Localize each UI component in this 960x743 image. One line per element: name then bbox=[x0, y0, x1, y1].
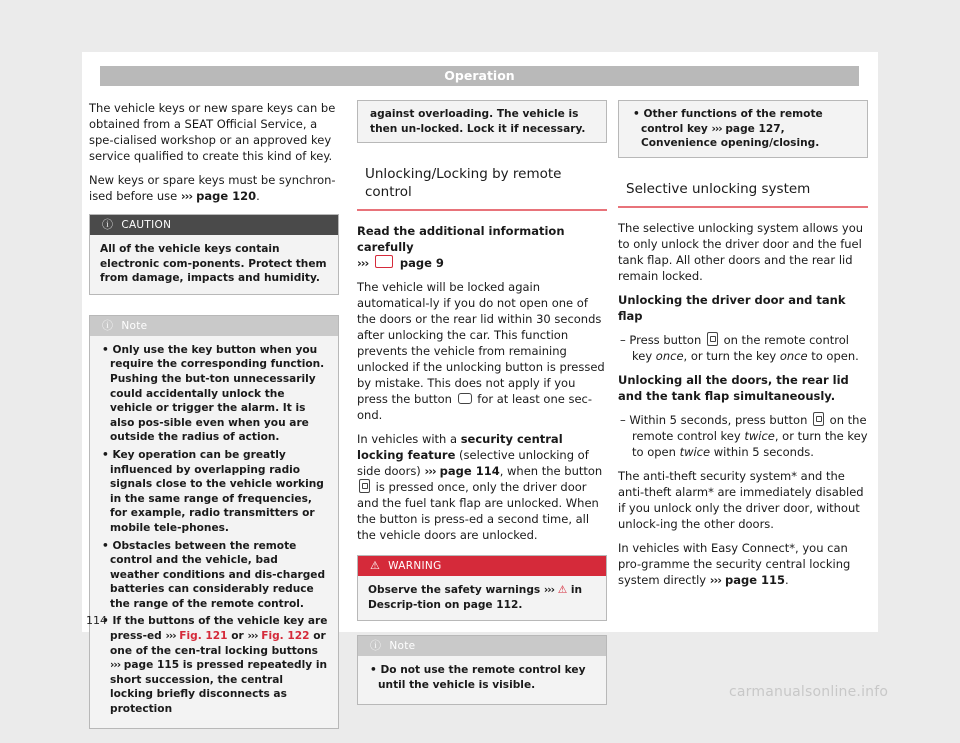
cross-ref-box: • Other functions of the remote control key ››› page 127, Convenience opening/closing. bbox=[618, 100, 868, 158]
paragraph: The anti-theft security system* and the anti-theft alarm* are immediately disabled if you unlock only the driver door, without unlock-ing the other doors. bbox=[618, 468, 864, 531]
cross-ref-arrow: ››› bbox=[424, 464, 436, 479]
page-link[interactable]: in Descrip-tion on page 112. bbox=[368, 584, 583, 611]
paragraph: The vehicle will be locked again automatical-ly if you do not open one of the doors or the rear lid within 30 seconds after unlocking the car. This function prevents the vehicle from remaining unlocked if the unlocking button is pressed by mistake. This does not apply if you press the button for at least one sec-ond. bbox=[357, 280, 605, 423]
section-title: Selective unlocking system bbox=[618, 180, 868, 208]
unlock-key-icon bbox=[707, 332, 718, 346]
caution-title: CAUTION bbox=[121, 219, 172, 231]
cross-ref-arrow: ››› bbox=[711, 122, 722, 135]
read-info: Read the additional information carefully ››› page 9 bbox=[357, 224, 565, 271]
note-bullet: • Do not use the remote control key until the vehicle is visible. bbox=[368, 663, 596, 692]
note-title: Note bbox=[389, 640, 416, 653]
info-icon: ⓘ bbox=[370, 639, 382, 653]
caution-box bbox=[89, 214, 339, 295]
column-3 bbox=[618, 100, 868, 596]
note-bullet: • Only use the key button when you require the corresponding function. Pushing the but-ton unnecessarily could accidentally unlock the vehicle or trigger the alarm. It is also pos-sible even when you are outside the radius of action. bbox=[100, 343, 328, 445]
column-1 bbox=[89, 100, 339, 743]
warning-triangle-icon: ⚠ bbox=[557, 584, 568, 597]
section-title: Unlocking/Locking by remote control bbox=[357, 165, 607, 211]
cross-ref-arrow: ››› bbox=[543, 584, 555, 597]
page-number: 114 bbox=[86, 614, 107, 627]
note-bullet: • If the buttons of the vehicle key are press-ed ››› Fig. 121 or ››› Fig. 122 or one of the cen-tral locking buttons ››› page 115 is pressed repeatedly in short succession, the central locking briefly disconnects as protection bbox=[100, 614, 328, 716]
warning-box: ⚠ WARNING Observe the safety warnings ››› ⚠ in Descrip-tion on page 112. bbox=[357, 555, 607, 621]
paragraph: The vehicle keys or new spare keys can be obtained from a SEAT Official Service, a spe-cialised workshop or an approved key service qualified to create this kind of key. bbox=[89, 101, 336, 163]
step-item: – Within 5 seconds, press button on the remote control key twice, or turn the key to open twice within 5 seconds. bbox=[620, 412, 868, 459]
lock-key-icon bbox=[458, 393, 472, 404]
unlock-key-icon bbox=[359, 479, 370, 493]
page-header: Operation bbox=[100, 66, 859, 86]
unlock-key-icon bbox=[813, 412, 824, 426]
caution-text: All of the vehicle keys contain electronic com-ponents. Protect them from damage, impacts and humidity. bbox=[100, 243, 327, 285]
page-link[interactable]: page 115 bbox=[720, 572, 786, 587]
paragraph: The selective unlocking system allows you to only unlock the driver door and the fuel tank flap. All other doors and the rear lid remain locked. bbox=[618, 220, 864, 283]
cross-ref-arrow: ››› bbox=[180, 189, 193, 203]
paragraph: In vehicles with Easy Connect*, you can pro-gramme the security central locking system directly ››› page 115. bbox=[618, 540, 851, 587]
cross-ref-arrow: ››› bbox=[165, 630, 176, 643]
page-link[interactable]: page 120 bbox=[192, 189, 257, 203]
figure-link[interactable]: Fig. 122 bbox=[257, 630, 310, 643]
info-icon: ⓘ bbox=[102, 218, 114, 231]
step-item: – Press button on the remote control key once, or turn the key once to open. bbox=[620, 332, 859, 363]
note-box bbox=[89, 315, 339, 729]
subheading: Unlocking the driver door and tank flap bbox=[618, 292, 846, 323]
page-link[interactable]: page 114 bbox=[435, 464, 500, 479]
page-link[interactable]: page 127, Convenience opening/closing. bbox=[641, 122, 820, 150]
note-box bbox=[357, 635, 607, 704]
note-bullet: • Key operation can be greatly influenced by overlapping radio signals close to the vehicle working in the same range of frequencies, for example, radio transmitters or mobile tele-phones. bbox=[100, 448, 328, 536]
watermark: carmanualsonline.info bbox=[729, 684, 889, 700]
cross-ref-arrow: ››› bbox=[110, 659, 121, 672]
figure-link[interactable]: Fig. 121 bbox=[175, 630, 228, 643]
paragraph: New keys or spare keys must be synchron-ised before use ››› page 120. bbox=[89, 173, 336, 203]
page-link[interactable]: page 9 bbox=[395, 256, 444, 271]
note-bullet: • Obstacles between the remote control and the vehicle, bad weather conditions and dis-charged batteries can considerably reduce the range of the remote control. bbox=[100, 539, 328, 612]
warning-triangle-icon: ⚠ bbox=[370, 559, 381, 573]
paragraph: In vehicles with a security central locking feature (selective unlocking of side doors) ››› page 114, when the button is pressed once, only the driver door and the fuel tank flap are unlocked. When the button is press-ed a second time, all the vehicle doors are unlocked. bbox=[357, 432, 603, 543]
continued-note-box: against overloading. The vehicle is then un-locked. Lock it if necessary. bbox=[357, 100, 607, 143]
page-link[interactable]: page 115 bbox=[120, 659, 180, 672]
cross-ref-arrow: ››› bbox=[247, 630, 258, 643]
note-title: Note bbox=[121, 319, 148, 332]
column-2 bbox=[357, 100, 607, 719]
cross-ref-arrow: ››› bbox=[357, 256, 369, 271]
info-icon: ⓘ bbox=[102, 318, 114, 332]
cross-ref-arrow: ››› bbox=[709, 572, 721, 587]
warning-title: WARNING bbox=[388, 560, 442, 573]
subheading: Unlocking all the doors, the rear lid and the tank flap simultaneously. bbox=[618, 372, 849, 403]
manual-book-icon bbox=[375, 255, 393, 268]
